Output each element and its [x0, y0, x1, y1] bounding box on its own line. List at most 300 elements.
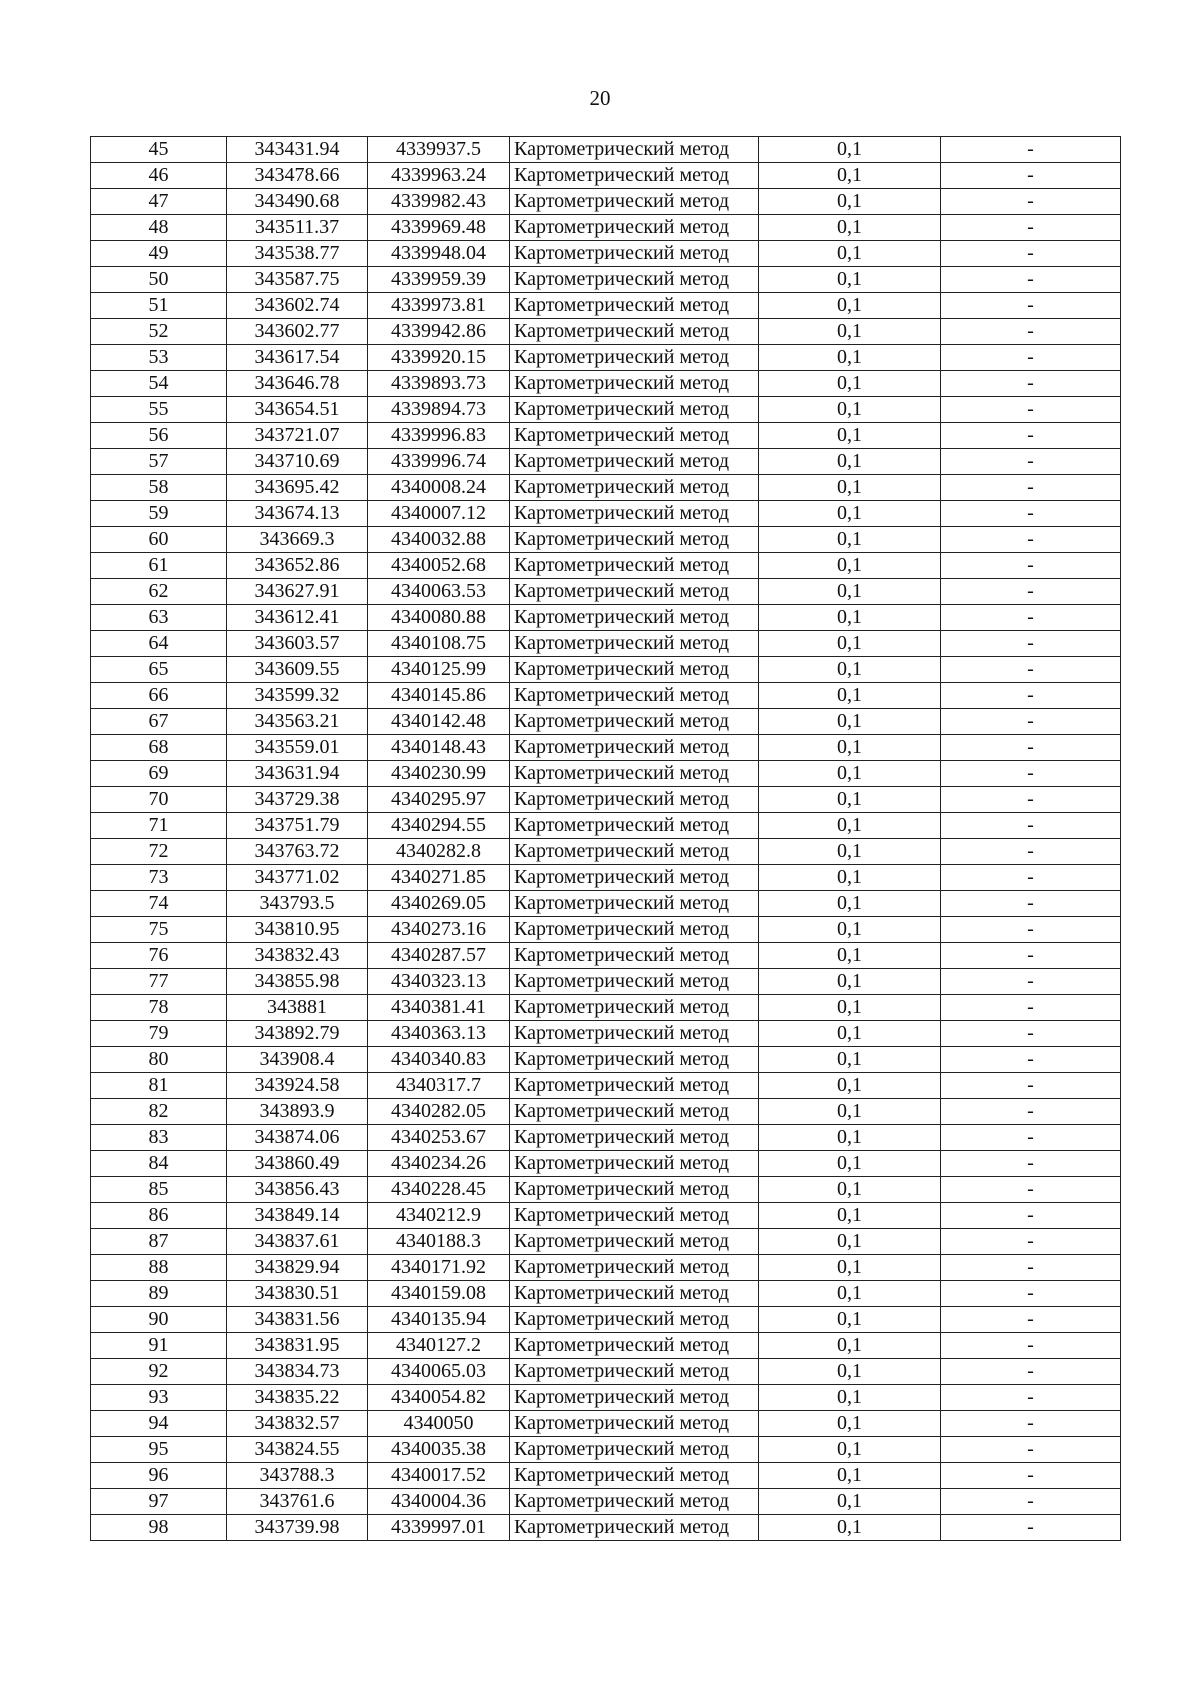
note-cell: - [941, 1515, 1121, 1541]
y-coordinate-cell: 4339963.24 [368, 163, 510, 189]
point-number-cell: 80 [91, 1047, 227, 1073]
table-row [91, 865, 1121, 891]
method-cell: Картометрический метод [510, 1099, 759, 1125]
method-cell: Картометрический метод [510, 475, 759, 501]
y-coordinate-cell: 4339893.73 [368, 371, 510, 397]
table-row [91, 917, 1121, 943]
method-cell: Картометрический метод [510, 735, 759, 761]
note-cell: - [941, 657, 1121, 683]
note-cell: - [941, 397, 1121, 423]
method-cell: Картометрический метод [510, 1307, 759, 1333]
note-cell: - [941, 1151, 1121, 1177]
note-cell: - [941, 761, 1121, 787]
accuracy-cell: 0,1 [759, 397, 941, 423]
method-cell: Картометрический метод [510, 527, 759, 553]
point-number-cell: 90 [91, 1307, 227, 1333]
method-cell: Картометрический метод [510, 267, 759, 293]
table-row [91, 891, 1121, 917]
x-coordinate-cell: 343674.13 [227, 501, 368, 527]
x-coordinate-cell: 343831.95 [227, 1333, 368, 1359]
x-coordinate-cell: 343835.22 [227, 1385, 368, 1411]
note-cell: - [941, 1307, 1121, 1333]
accuracy-cell: 0,1 [759, 1073, 941, 1099]
y-coordinate-cell: 4340295.97 [368, 787, 510, 813]
x-coordinate-cell: 343892.79 [227, 1021, 368, 1047]
x-coordinate-cell: 343824.55 [227, 1437, 368, 1463]
table-row [91, 215, 1121, 241]
note-cell: - [941, 943, 1121, 969]
note-cell: - [941, 1203, 1121, 1229]
x-coordinate-cell: 343793.5 [227, 891, 368, 917]
method-cell: Картометрический метод [510, 631, 759, 657]
method-cell: Картометрический метод [510, 1047, 759, 1073]
point-number-cell: 73 [91, 865, 227, 891]
note-cell: - [941, 891, 1121, 917]
y-coordinate-cell: 4340159.08 [368, 1281, 510, 1307]
accuracy-cell: 0,1 [759, 267, 941, 293]
point-number-cell: 94 [91, 1411, 227, 1437]
x-coordinate-cell: 343602.74 [227, 293, 368, 319]
note-cell: - [941, 449, 1121, 475]
note-cell: - [941, 839, 1121, 865]
method-cell: Картометрический метод [510, 761, 759, 787]
x-coordinate-cell: 343710.69 [227, 449, 368, 475]
table-row [91, 449, 1121, 475]
table-row [91, 163, 1121, 189]
coordinates-table [90, 136, 1121, 1541]
point-number-cell: 89 [91, 1281, 227, 1307]
method-cell: Картометрический метод [510, 813, 759, 839]
y-coordinate-cell: 4340317.7 [368, 1073, 510, 1099]
table-row [91, 267, 1121, 293]
method-cell: Картометрический метод [510, 839, 759, 865]
point-number-cell: 87 [91, 1229, 227, 1255]
table-row [91, 1099, 1121, 1125]
accuracy-cell: 0,1 [759, 475, 941, 501]
note-cell: - [941, 163, 1121, 189]
y-coordinate-cell: 4340108.75 [368, 631, 510, 657]
note-cell: - [941, 423, 1121, 449]
table-row [91, 241, 1121, 267]
y-coordinate-cell: 4340063.53 [368, 579, 510, 605]
method-cell: Картометрический метод [510, 319, 759, 345]
x-coordinate-cell: 343829.94 [227, 1255, 368, 1281]
accuracy-cell: 0,1 [759, 1255, 941, 1281]
y-coordinate-cell: 4340212.9 [368, 1203, 510, 1229]
x-coordinate-cell: 343669.3 [227, 527, 368, 553]
point-number-cell: 91 [91, 1333, 227, 1359]
accuracy-cell: 0,1 [759, 969, 941, 995]
note-cell: - [941, 1411, 1121, 1437]
method-cell: Картометрический метод [510, 657, 759, 683]
note-cell: - [941, 1073, 1121, 1099]
method-cell: Картометрический метод [510, 995, 759, 1021]
y-coordinate-cell: 4340271.85 [368, 865, 510, 891]
point-number-cell: 78 [91, 995, 227, 1021]
note-cell: - [941, 579, 1121, 605]
note-cell: - [941, 1437, 1121, 1463]
y-coordinate-cell: 4340052.68 [368, 553, 510, 579]
note-cell: - [941, 293, 1121, 319]
method-cell: Картометрический метод [510, 1125, 759, 1151]
page-number: 20 [589, 86, 611, 110]
point-number-cell: 51 [91, 293, 227, 319]
x-coordinate-cell: 343751.79 [227, 813, 368, 839]
y-coordinate-cell: 4340004.36 [368, 1489, 510, 1515]
x-coordinate-cell: 343490.68 [227, 189, 368, 215]
method-cell: Картометрический метод [510, 501, 759, 527]
accuracy-cell: 0,1 [759, 1229, 941, 1255]
method-cell: Картометрический метод [510, 163, 759, 189]
note-cell: - [941, 1021, 1121, 1047]
point-number-cell: 72 [91, 839, 227, 865]
method-cell: Картометрический метод [510, 1229, 759, 1255]
note-cell: - [941, 1359, 1121, 1385]
point-number-cell: 62 [91, 579, 227, 605]
y-coordinate-cell: 4340050 [368, 1411, 510, 1437]
note-cell: - [941, 1463, 1121, 1489]
x-coordinate-cell: 343617.54 [227, 345, 368, 371]
note-cell: - [941, 189, 1121, 215]
y-coordinate-cell: 4340142.48 [368, 709, 510, 735]
point-number-cell: 71 [91, 813, 227, 839]
table-row [91, 657, 1121, 683]
accuracy-cell: 0,1 [759, 319, 941, 345]
x-coordinate-cell: 343612.41 [227, 605, 368, 631]
y-coordinate-cell: 4339920.15 [368, 345, 510, 371]
accuracy-cell: 0,1 [759, 215, 941, 241]
point-number-cell: 84 [91, 1151, 227, 1177]
method-cell: Картометрический метод [510, 1333, 759, 1359]
table-row [91, 1463, 1121, 1489]
accuracy-cell: 0,1 [759, 761, 941, 787]
x-coordinate-cell: 343627.91 [227, 579, 368, 605]
y-coordinate-cell: 4340171.92 [368, 1255, 510, 1281]
y-coordinate-cell: 4340228.45 [368, 1177, 510, 1203]
x-coordinate-cell: 343831.56 [227, 1307, 368, 1333]
y-coordinate-cell: 4340032.88 [368, 527, 510, 553]
note-cell: - [941, 345, 1121, 371]
x-coordinate-cell: 343431.94 [227, 137, 368, 163]
note-cell: - [941, 319, 1121, 345]
x-coordinate-cell: 343739.98 [227, 1515, 368, 1541]
method-cell: Картометрический метод [510, 865, 759, 891]
note-cell: - [941, 917, 1121, 943]
method-cell: Картометрический метод [510, 1515, 759, 1541]
x-coordinate-cell: 343654.51 [227, 397, 368, 423]
y-coordinate-cell: 4340148.43 [368, 735, 510, 761]
table-row [91, 1255, 1121, 1281]
y-coordinate-cell: 4340282.8 [368, 839, 510, 865]
point-number-cell: 82 [91, 1099, 227, 1125]
method-cell: Картометрический метод [510, 553, 759, 579]
accuracy-cell: 0,1 [759, 1177, 941, 1203]
point-number-cell: 49 [91, 241, 227, 267]
table-row [91, 1177, 1121, 1203]
accuracy-cell: 0,1 [759, 1359, 941, 1385]
table-row [91, 735, 1121, 761]
y-coordinate-cell: 4340340.83 [368, 1047, 510, 1073]
y-coordinate-cell: 4340234.26 [368, 1151, 510, 1177]
y-coordinate-cell: 4339982.43 [368, 189, 510, 215]
method-cell: Картометрический метод [510, 1281, 759, 1307]
point-number-cell: 63 [91, 605, 227, 631]
accuracy-cell: 0,1 [759, 1515, 941, 1541]
accuracy-cell: 0,1 [759, 1099, 941, 1125]
method-cell: Картометрический метод [510, 969, 759, 995]
y-coordinate-cell: 4339969.48 [368, 215, 510, 241]
point-number-cell: 64 [91, 631, 227, 657]
point-number-cell: 76 [91, 943, 227, 969]
accuracy-cell: 0,1 [759, 241, 941, 267]
point-number-cell: 65 [91, 657, 227, 683]
table-row [91, 605, 1121, 631]
point-number-cell: 95 [91, 1437, 227, 1463]
y-coordinate-cell: 4339996.74 [368, 449, 510, 475]
accuracy-cell: 0,1 [759, 995, 941, 1021]
method-cell: Картометрический метод [510, 293, 759, 319]
accuracy-cell: 0,1 [759, 891, 941, 917]
accuracy-cell: 0,1 [759, 293, 941, 319]
x-coordinate-cell: 343788.3 [227, 1463, 368, 1489]
point-number-cell: 77 [91, 969, 227, 995]
y-coordinate-cell: 4340017.52 [368, 1463, 510, 1489]
method-cell: Картометрический метод [510, 1073, 759, 1099]
point-number-cell: 52 [91, 319, 227, 345]
table-row [91, 1411, 1121, 1437]
y-coordinate-cell: 4340035.38 [368, 1437, 510, 1463]
note-cell: - [941, 787, 1121, 813]
point-number-cell: 93 [91, 1385, 227, 1411]
point-number-cell: 83 [91, 1125, 227, 1151]
accuracy-cell: 0,1 [759, 1203, 941, 1229]
accuracy-cell: 0,1 [759, 1385, 941, 1411]
table-row [91, 761, 1121, 787]
y-coordinate-cell: 4340127.2 [368, 1333, 510, 1359]
note-cell: - [941, 1385, 1121, 1411]
note-cell: - [941, 1125, 1121, 1151]
table-row [91, 345, 1121, 371]
accuracy-cell: 0,1 [759, 1411, 941, 1437]
x-coordinate-cell: 343599.32 [227, 683, 368, 709]
table-row [91, 319, 1121, 345]
point-number-cell: 55 [91, 397, 227, 423]
table-row [91, 553, 1121, 579]
accuracy-cell: 0,1 [759, 709, 941, 735]
method-cell: Картометрический метод [510, 1021, 759, 1047]
point-number-cell: 92 [91, 1359, 227, 1385]
y-coordinate-cell: 4340080.88 [368, 605, 510, 631]
accuracy-cell: 0,1 [759, 813, 941, 839]
method-cell: Картометрический метод [510, 371, 759, 397]
accuracy-cell: 0,1 [759, 1151, 941, 1177]
y-coordinate-cell: 4340323.13 [368, 969, 510, 995]
table-row [91, 189, 1121, 215]
accuracy-cell: 0,1 [759, 1463, 941, 1489]
y-coordinate-cell: 4339937.5 [368, 137, 510, 163]
table-row [91, 1489, 1121, 1515]
note-cell: - [941, 631, 1121, 657]
note-cell: - [941, 1047, 1121, 1073]
y-coordinate-cell: 4340381.41 [368, 995, 510, 1021]
table-row [91, 1125, 1121, 1151]
note-cell: - [941, 1177, 1121, 1203]
point-number-cell: 81 [91, 1073, 227, 1099]
point-number-cell: 70 [91, 787, 227, 813]
accuracy-cell: 0,1 [759, 787, 941, 813]
method-cell: Картометрический метод [510, 1463, 759, 1489]
x-coordinate-cell: 343631.94 [227, 761, 368, 787]
y-coordinate-cell: 4340273.16 [368, 917, 510, 943]
x-coordinate-cell: 343855.98 [227, 969, 368, 995]
point-number-cell: 68 [91, 735, 227, 761]
table-row [91, 631, 1121, 657]
point-number-cell: 98 [91, 1515, 227, 1541]
table-row [91, 1203, 1121, 1229]
y-coordinate-cell: 4339942.86 [368, 319, 510, 345]
accuracy-cell: 0,1 [759, 657, 941, 683]
method-cell: Картометрический метод [510, 345, 759, 371]
table-row [91, 1073, 1121, 1099]
accuracy-cell: 0,1 [759, 1281, 941, 1307]
note-cell: - [941, 527, 1121, 553]
point-number-cell: 69 [91, 761, 227, 787]
note-cell: - [941, 969, 1121, 995]
note-cell: - [941, 1255, 1121, 1281]
x-coordinate-cell: 343893.9 [227, 1099, 368, 1125]
point-number-cell: 96 [91, 1463, 227, 1489]
accuracy-cell: 0,1 [759, 449, 941, 475]
method-cell: Картометрический метод [510, 891, 759, 917]
table-row [91, 527, 1121, 553]
note-cell: - [941, 1099, 1121, 1125]
note-cell: - [941, 1281, 1121, 1307]
note-cell: - [941, 1489, 1121, 1515]
point-number-cell: 88 [91, 1255, 227, 1281]
x-coordinate-cell: 343603.57 [227, 631, 368, 657]
table-row [91, 969, 1121, 995]
x-coordinate-cell: 343832.43 [227, 943, 368, 969]
method-cell: Картометрический метод [510, 1437, 759, 1463]
y-coordinate-cell: 4339948.04 [368, 241, 510, 267]
note-cell: - [941, 735, 1121, 761]
method-cell: Картометрический метод [510, 1359, 759, 1385]
x-coordinate-cell: 343646.78 [227, 371, 368, 397]
x-coordinate-cell: 343874.06 [227, 1125, 368, 1151]
accuracy-cell: 0,1 [759, 1333, 941, 1359]
table-row [91, 1307, 1121, 1333]
point-number-cell: 85 [91, 1177, 227, 1203]
table-row [91, 1385, 1121, 1411]
note-cell: - [941, 137, 1121, 163]
x-coordinate-cell: 343860.49 [227, 1151, 368, 1177]
y-coordinate-cell: 4340269.05 [368, 891, 510, 917]
point-number-cell: 59 [91, 501, 227, 527]
point-number-cell: 53 [91, 345, 227, 371]
x-coordinate-cell: 343559.01 [227, 735, 368, 761]
accuracy-cell: 0,1 [759, 345, 941, 371]
x-coordinate-cell: 343721.07 [227, 423, 368, 449]
note-cell: - [941, 865, 1121, 891]
x-coordinate-cell: 343834.73 [227, 1359, 368, 1385]
accuracy-cell: 0,1 [759, 501, 941, 527]
note-cell: - [941, 371, 1121, 397]
x-coordinate-cell: 343881 [227, 995, 368, 1021]
point-number-cell: 48 [91, 215, 227, 241]
table-row [91, 683, 1121, 709]
method-cell: Картометрический метод [510, 137, 759, 163]
table-row [91, 1281, 1121, 1307]
y-coordinate-cell: 4339894.73 [368, 397, 510, 423]
table-row [91, 1021, 1121, 1047]
y-coordinate-cell: 4340282.05 [368, 1099, 510, 1125]
point-number-cell: 56 [91, 423, 227, 449]
x-coordinate-cell: 343609.55 [227, 657, 368, 683]
method-cell: Картометрический метод [510, 787, 759, 813]
table-row [91, 813, 1121, 839]
table-row [91, 137, 1121, 163]
accuracy-cell: 0,1 [759, 1307, 941, 1333]
note-cell: - [941, 501, 1121, 527]
method-cell: Картометрический метод [510, 943, 759, 969]
accuracy-cell: 0,1 [759, 865, 941, 891]
accuracy-cell: 0,1 [759, 371, 941, 397]
y-coordinate-cell: 4340145.86 [368, 683, 510, 709]
y-coordinate-cell: 4339996.83 [368, 423, 510, 449]
table-row [91, 371, 1121, 397]
x-coordinate-cell: 343538.77 [227, 241, 368, 267]
y-coordinate-cell: 4340230.99 [368, 761, 510, 787]
method-cell: Картометрический метод [510, 1385, 759, 1411]
point-number-cell: 79 [91, 1021, 227, 1047]
note-cell: - [941, 1333, 1121, 1359]
note-cell: - [941, 1229, 1121, 1255]
accuracy-cell: 0,1 [759, 579, 941, 605]
accuracy-cell: 0,1 [759, 839, 941, 865]
y-coordinate-cell: 4339973.81 [368, 293, 510, 319]
x-coordinate-cell: 343602.77 [227, 319, 368, 345]
note-cell: - [941, 995, 1121, 1021]
accuracy-cell: 0,1 [759, 1021, 941, 1047]
y-coordinate-cell: 4340125.99 [368, 657, 510, 683]
x-coordinate-cell: 343849.14 [227, 1203, 368, 1229]
table-row [91, 709, 1121, 735]
table-row [91, 839, 1121, 865]
point-number-cell: 66 [91, 683, 227, 709]
method-cell: Картометрический метод [510, 1411, 759, 1437]
method-cell: Картометрический метод [510, 709, 759, 735]
y-coordinate-cell: 4340007.12 [368, 501, 510, 527]
point-number-cell: 54 [91, 371, 227, 397]
method-cell: Картометрический метод [510, 1255, 759, 1281]
method-cell: Картометрический метод [510, 397, 759, 423]
x-coordinate-cell: 343832.57 [227, 1411, 368, 1437]
accuracy-cell: 0,1 [759, 1047, 941, 1073]
table-row [91, 1229, 1121, 1255]
table-row [91, 475, 1121, 501]
accuracy-cell: 0,1 [759, 943, 941, 969]
x-coordinate-cell: 343837.61 [227, 1229, 368, 1255]
note-cell: - [941, 267, 1121, 293]
point-number-cell: 60 [91, 527, 227, 553]
y-coordinate-cell: 4339959.39 [368, 267, 510, 293]
table-row [91, 1359, 1121, 1385]
point-number-cell: 86 [91, 1203, 227, 1229]
x-coordinate-cell: 343729.38 [227, 787, 368, 813]
accuracy-cell: 0,1 [759, 137, 941, 163]
note-cell: - [941, 475, 1121, 501]
x-coordinate-cell: 343761.6 [227, 1489, 368, 1515]
